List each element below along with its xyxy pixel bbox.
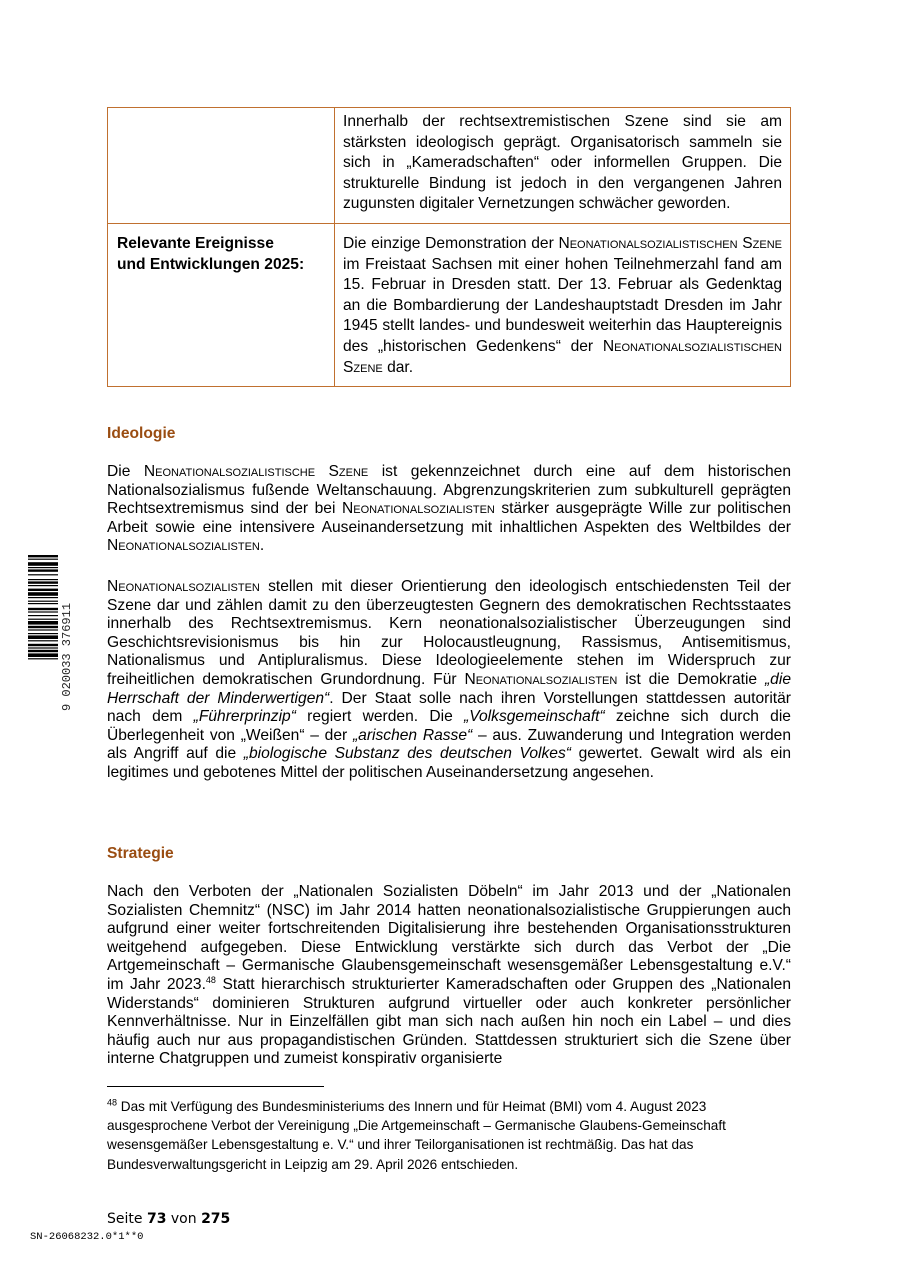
document-code: SN-26068232.0*1**0 — [30, 1231, 144, 1243]
page-number: Seite 73 von 275 — [107, 1211, 231, 1227]
section-heading-strategie: Strategie — [107, 845, 174, 862]
row-text: Die einzige Demonstration der Neonationalsozialistischen Szene im Freistaat Sachsen mit einer hohen Teilnehmerzahl fand am 15. Februar in Dresden statt. Der 13. Februar als Gedenktag an die Bombardierung der Landeshauptstadt Dresden im Jahr 1945 stellt landes- und bundesweit weiterhin das Hauptereignis des „historischen Gedenkens“ der Neonationalsozialistischen Szene dar. — [335, 223, 791, 386]
footnote-reference[interactable]: 48 — [205, 974, 216, 985]
strategie-paragraph-1: Nach den Verboten der „Nationalen Sozialisten Döbeln“ im Jahr 2013 und der „Nationalen Sozialisten Chemnitz“ (NSC) im Jahr 2014 hatten neonationalsozialistische Gruppierungen auch aufgrund einer weiter fortschreitenden Digitalisierung ihre bestehenden Organisationsstrukturen weitgehend aufgegeben. Diese Entwicklung verstärkte sich durch das Verbot der „Die Artgemeinschaft – Germanische Glaubensgemeinschaft wesensgemäßer Lebensgestaltung e.V.“ im Jahr 2023.48 Statt hierarchisch strukturierter Kameradschaften oder Gruppen des „Nationalen Widerstands“ dominieren Strukturen aufgrund virtueller oder auch konkreter persönlicher Kennverhältnisse. Nur in Einzelfällen gibt man sich nach außen hin noch ein Label – und dies häufig auch nur aus propagandistischen Gründen. Stattdessen strukturiert sich die Szene über interne Chatgruppen und zumeist konspirativ organisierte — [107, 883, 791, 1068]
row-text: Innerhalb der rechtsextremistischen Szene sind sie am stärksten ideologisch geprägt. Organisatorisch sammeln sie sich in „Kameradschaften“ oder informellen Gruppen. Die strukturelle Bindung ist jedoch in den vergangenen Jahren zugunsten digitaler Vernetzungen schwächer geworden. — [335, 108, 791, 224]
ideologie-paragraph-2: Neonationalsozialisten stellen mit dieser Orientierung den ideologisch entschiedensten Teil der Szene dar und zählen damit zu den überzeugtesten Gegnern des demokratischen Rechtsstaates innerhalb des Rechtsextremismus. Kern neonationalsozialistischer Überzeugungen sind Geschichtsrevisionismus bis hin zur Holocaustleugnung, Rassismus, Antisemitismus, Nationalismus und Antipluralismus. Diese Ideologieelemente stehen im Widerspruch zur freiheitlichen demokratischen Grundordnung. Für Neonationalsozialisten ist die Demokratie „die Herrschaft der Minderwertigen“. Der Staat solle nach ihren Vorstellungen stattdessen autoritär nach dem „Führerprinzip“ regiert werden. Die „Volksgemeinschaft“ zeichne sich durch die Überlegenheit von „Weißen“ – der „arischen Rasse“ – aus. Zuwanderung und Integration werden als Angriff auf die „biologische Substanz des deutschen Volkes“ gewertet. Gewalt wird als ein legitimes und gebotenes Mittel der politischen Auseinandersetzung angesehen. — [107, 578, 792, 781]
ideologie-paragraph-1: Die Neonationalsozialistische Szene ist gekennzeichnet durch eine auf dem historischen Nationalsozialismus fußende Weltanschauung. Abgrenzungskriterien zum subkulturell geprägten Rechtsextremismus sind der bei Neonationalsozialisten stärker ausgeprägte Wille zur politischen Arbeit sowie eine intensivere Auseinandersetzung mit inhaltlichen Aspekten des Weltbildes der Neonationalsozialisten. — [107, 463, 791, 555]
barcode-number: 9 020033 376911 — [60, 602, 74, 711]
info-table — [107, 107, 791, 387]
row-label-line: und Entwicklungen 2025: — [117, 255, 305, 273]
row-label — [108, 108, 335, 224]
table-row — [108, 108, 791, 224]
section-heading-ideologie: Ideologie — [107, 425, 176, 442]
footnote: $^{48}$ Das mit Verfügung des Bundesministeriums des Innern und für Heimat (BMI) vom 4. August 2023 ausgesprochene Verbot der Vereinigung „Die Artgemeinschaft – Germanische Glaubens-Gemeinschaft wesensgemäßer Lebensgestaltung e. V.“ und ihrer Teilorganisationen ist rechtmäßig. Das hat das Bundesverwaltungsgericht in Leipzig am 29. April 2026 entschieden. — [107, 1097, 726, 1172]
footnote-number: 48 — [107, 1097, 118, 1108]
footnote-divider — [107, 1086, 324, 1087]
barcode-icon — [26, 553, 72, 713]
row-label — [108, 223, 335, 386]
row-label-line: Relevante Ereignisse — [117, 234, 274, 252]
table-row — [108, 223, 791, 386]
